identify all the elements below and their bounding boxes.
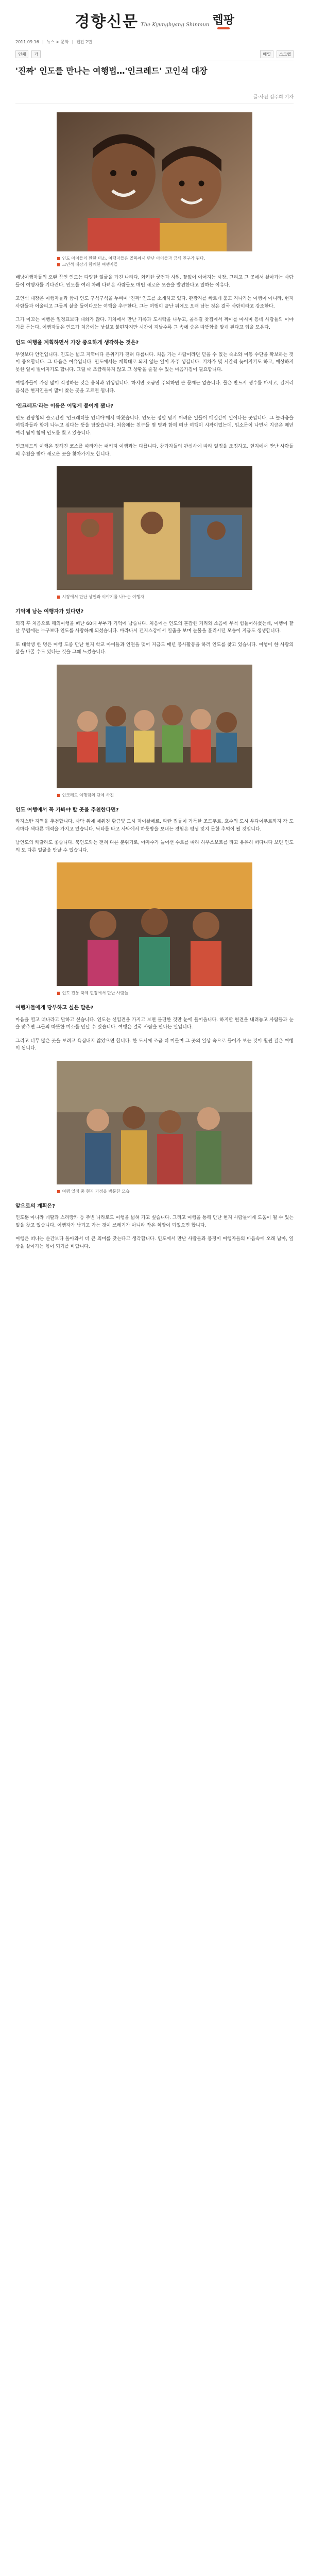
- article-photo-3: [57, 665, 252, 788]
- photo-5-caption: [57, 1189, 252, 1195]
- photo-home-visit: [57, 1061, 252, 1184]
- qa-question: 기억에 남는 여행자가 있다면?: [15, 609, 84, 615]
- qa-answer: 무엇보다 안전입니다. 인도는 넓고 지역마다 분위기가 전혀 다릅니다. 처음 가는 사람이라면 믿을 수 있는 숙소와 이동 수단을 확보하는 것이 중요합니다. 그 다음은 여유입니다. 인도에서는 계획대로 되지 않는 일이 자주 생깁니다. 기차가 몇 시간씩 늦어지기도 하고, 예상하지 못한 일이 벌어지기도 합니다. 그럴 때 조급해하지 않고 그 상황을 즐길 수 있는 마음가짐이 필요합니다.: [15, 352, 294, 372]
- article-photo-2: [57, 466, 252, 590]
- section-name: 렙팡: [212, 13, 234, 27]
- category-path[interactable]: 뉴스 > 문화: [46, 39, 69, 44]
- qa-answer: 라자스탄 지역을 추천합니다. 사막 위에 세워진 황금빛 도시 자이살메르, 파란 집들이 가득한 조드푸르, 호수의 도시 우다이푸르까지 각 도시마다 색다른 매력을 가지고 있습니다. 낙타를 타고 사막에서 하룻밤을 보내는 경험은 평생 잊지 못할 추억이 될 것입니다.: [15, 819, 294, 832]
- meta-separator: |: [72, 39, 73, 44]
- caption-text: 인도 전통 축제 현장에서 만난 사람들: [62, 991, 129, 995]
- qa-answer: 그리고 너무 많은 곳을 보려고 욕심내지 않았으면 합니다. 한 도시에 조금 더 머물며 그 곳의 일상 속으로 들어가 보는 것이 훨씬 깊은 여행이 됩니다.: [15, 1038, 294, 1051]
- intro-paragraph: 고인석 대장은 여행자들과 함께 인도 구석구석을 누비며 '진짜' 인도를 소개하고 있다. 관광지를 빠르게 훑고 지나가는 여행이 아니라, 현지 사람들과 어울리고 그들의 삶을 들여다보는 여행을 추구한다. 그는 여행이 끝난 뒤에도 오래 남는 것은 결국 사람이라고 강조한다.: [15, 296, 294, 309]
- caption-text: 인크레드 여행팀의 단체 사진: [62, 792, 114, 798]
- newspaper-english-name: The Kyunghyang Shinmun: [141, 22, 210, 28]
- photo-2-caption: [57, 594, 252, 600]
- caption-bullet-icon: ■: [57, 792, 61, 798]
- caption-text: 여행 일정 중 현지 가정을 방문한 모습: [62, 1189, 130, 1194]
- qa-answer: 여행자들이 가장 많이 걱정하는 것은 음식과 위생입니다. 하지만 조금만 주의하면 큰 문제는 없습니다. 물은 반드시 생수를 마시고, 길거리 음식은 현지인들이 많이 찾는 곳을 고르면 됩니다.: [15, 381, 294, 394]
- article-toolbar: [15, 48, 294, 60]
- section-underline: [217, 27, 230, 29]
- caption-text: 고인석 대장과 함께한 여행자들: [62, 262, 118, 267]
- caption-bullet-icon: ■: [57, 595, 61, 599]
- article-body: [15, 274, 294, 1250]
- caption-bullet-icon: ■: [57, 256, 61, 261]
- qa-answer: 인도뿐 아니라 네팔과 스리랑카 등 주변 나라로도 여행을 넓혀 가고 싶습니다. 그리고 여행을 통해 만난 현지 사람들에게 도움이 될 수 있는 일을 찾고 있습니다. 여행자가 남기고 가는 것이 쓰레기가 아니라 작은 희망이 되었으면 합니다.: [15, 1215, 294, 1228]
- article-headline: '진짜' 인도를 만나는 여행법…'인크레드' 고인석 대장: [15, 66, 208, 76]
- font-size-button[interactable]: 가: [31, 50, 41, 58]
- tool-group: [15, 50, 41, 58]
- article-byline: 글·사진 김주희 기자: [253, 95, 294, 100]
- article-photo-4: [57, 862, 252, 986]
- photo-children-illustration: [57, 112, 252, 251]
- photo-festival: [57, 862, 252, 986]
- qa-answer: 여행은 떠나는 순간보다 돌아와서 더 큰 의미를 갖는다고 생각합니다. 인도에서 만난 사람들과 풍경이 여행자들의 마음속에 오래 남아, 일상을 살아가는 힘이 되기를 바랍니다.: [15, 1236, 294, 1249]
- qa-answer: 또 대학생 한 명은 여행 도중 만난 현지 학교 아이들과 인연을 맺어 지금도 매년 봉사활동을 하러 인도를 찾고 있습니다. 여행이 한 사람의 삶을 바꿀 수도 있다는 것을 그때 느꼈습니다.: [15, 642, 294, 655]
- photo-children: [57, 112, 252, 251]
- photo-3-caption: [57, 792, 252, 799]
- photo-1-caption: [57, 256, 252, 268]
- section-logo[interactable]: [212, 11, 234, 29]
- qa-answer: 마음을 열고 떠나라고 말하고 싶습니다. 인도는 선입견을 가지고 보면 불편한 것만 눈에 들어옵니다. 하지만 편견을 내려놓고 사람들과 눈을 맞추면 그들의 따뜻한 미소를 만날 수 있습니다. 여행은 결국 사람을 만나는 일입니다.: [15, 1017, 294, 1030]
- mail-button[interactable]: 메일: [260, 50, 273, 58]
- photo-festival-illustration: [57, 862, 252, 986]
- edition-label: 웹진 2면: [76, 39, 92, 44]
- qa-answer: 인도 관광청의 슬로건인 '인크레더블 인디아'에서 따왔습니다. 인도는 정말 믿기 어려운 일들이 매일같이 일어나는 곳입니다. 그 놀라움을 여행자들과 함께 나누고 싶다는 뜻을 담았습니다. 처음에는 친구들 몇 명과 함께 떠난 여행이 시작이었는데, 입소문이 나면서 지금은 매년 여러 팀이 함께 인도를 찾고 있습니다.: [15, 415, 294, 436]
- photo-market: [57, 466, 252, 590]
- intro-paragraph: 그가 이끄는 여행은 일정표보다 대화가 많다. 기차에서 만난 가족과 도시락을 나누고, 골목길 찻집에서 짜이를 마시며 동네 사람들의 이야기를 듣는다. 여행자들은 인도가 처음에는 낯설고 불편하지만 시간이 지날수록 그 속에 숨은 따뜻함을 알게 된다고 입을 모은다.: [15, 317, 294, 330]
- caption-text: 인도 아이들의 환한 미소. 여행자들은 골목에서 만난 아이들과 금세 친구가 된다.: [62, 256, 205, 261]
- photo-home-visit-illustration: [57, 1061, 252, 1184]
- newspaper-logo[interactable]: 경향신문: [75, 13, 139, 31]
- article-photo-1: [57, 112, 252, 251]
- photo-market-illustration: [57, 466, 252, 590]
- scrap-button[interactable]: 스크랩: [277, 50, 294, 58]
- caption-text: 시장에서 만난 상인과 이야기를 나누는 여행자: [62, 595, 145, 599]
- masthead: [0, 0, 309, 31]
- print-button[interactable]: 인쇄: [15, 50, 28, 58]
- qa-question: 여행자들에게 당부하고 싶은 말은?: [15, 1005, 94, 1011]
- caption-line: [57, 262, 252, 268]
- photo-group-illustration: [57, 665, 252, 788]
- article-photo-5: [57, 1061, 252, 1184]
- caption-bullet-icon: ■: [57, 1189, 61, 1194]
- qa-question: 앞으로의 계획은?: [15, 1203, 55, 1209]
- meta-row: [15, 38, 294, 45]
- publish-date: 2011.09.16: [15, 39, 39, 44]
- photo-4-caption: [57, 990, 252, 996]
- share-group: [260, 50, 294, 58]
- qa-answer: 남인도의 케랄라도 좋습니다. 북인도와는 전혀 다른 분위기로, 야자수가 늘어선 수로를 따라 하우스보트를 타고 유유히 떠다니다 보면 인도의 또 다른 얼굴을 만날 수 있습니다.: [15, 840, 294, 853]
- photo-group: [57, 665, 252, 788]
- qa-answer: 인크레드의 여행은 정해진 코스를 따라가는 패키지 여행과는 다릅니다. 참가자들의 관심사에 따라 일정을 조정하고, 현지에서 만난 사람들의 추천을 받아 새로운 곳을 찾아가기도 합니다.: [15, 444, 294, 457]
- intro-paragraph: 배낭여행자들의 오랜 꿈인 인도는 다양한 얼굴을 가진 나라다. 화려한 궁전과 사원, 끝없이 이어지는 시장, 그리고 그 곳에서 살아가는 사람들이 여행자를 기다린다. 인도를 여러 차례 다녀온 사람들도 매번 새로운 모습을 발견한다고 말하는 이유다.: [15, 275, 294, 288]
- caption-bullet-icon: ■: [57, 991, 61, 995]
- caption-bullet-icon: ■: [57, 262, 61, 267]
- qa-question: '인크레드'라는 이름은 어떻게 붙이게 됐나?: [15, 403, 114, 409]
- meta-separator: |: [42, 39, 44, 44]
- qa-question: 인도 여행을 계획하면서 가장 중요하게 생각하는 것은?: [15, 340, 139, 346]
- caption-line: [57, 256, 252, 262]
- qa-question: 인도 여행에서 꼭 가봐야 할 곳을 추천한다면?: [15, 807, 119, 813]
- qa-answer: 퇴직 후 처음으로 해외여행을 떠난 60대 부부가 기억에 남습니다. 처음에는 인도의 혼잡한 거리와 소음에 무척 힘들어하셨는데, 여행이 끝날 무렵에는 누구보다 인도를 사랑하게 되셨습니다. 바라나시 갠지스강에서 일출을 보며 눈물을 흘리시던 모습이 지금도 생생합니다.: [15, 621, 294, 634]
